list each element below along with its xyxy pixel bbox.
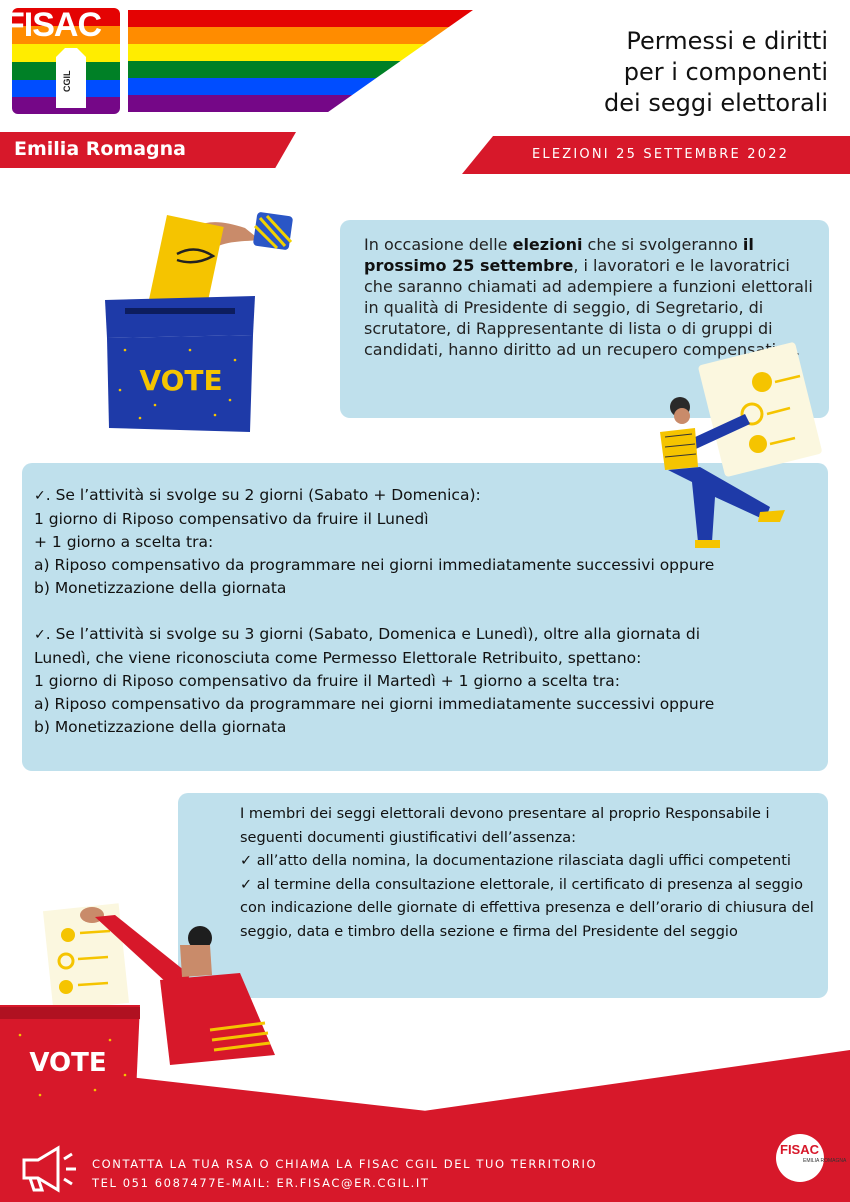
check-icon: ✓ <box>240 853 253 869</box>
documents-text <box>240 803 820 944</box>
rules-line: a) Riposo compensativo da programmare nei giorni immediatamente successivi oppure <box>34 695 715 713</box>
rules-line: a) Riposo compensativo da programmare nei giorni immediatamente successivi oppure <box>34 556 715 574</box>
logo-sub-text: CGIL <box>62 70 72 92</box>
documents-item-2: al termine della consultazione elettorale, il certificato di presenza al seggio con indicazione delle giornate di effettiva presenza e dell’orario di chiusura del seggio, data e timbro della sezione e firma del Presidente del seggio <box>240 876 814 940</box>
title-line-1: Permessi e diritti <box>626 27 828 55</box>
page-title <box>604 26 828 119</box>
region-label: Emilia Romagna <box>14 138 187 160</box>
intro-bold-1: elezioni <box>512 235 583 254</box>
intro-text-3: , i lavoratori e le lavoratrici che saranno chiamati ad adempiere a funzioni elettorali in qualità di Presidente di seggio, di Segretario, di scrutatore, di Rappresentante di lista o di gruppi di candidati, hanno diritto ad un recupero compensativo. <box>364 256 813 359</box>
footer-phone-email: TEL 051 6087477E-MAIL: ER.FISAC@ER.CGIL.IT <box>92 1176 430 1190</box>
rules-line: Lunedì, che viene riconosciuta come Permesso Elettorale Retribuito, spettano: <box>34 649 642 667</box>
intro-text-1: In occasione delle <box>364 235 513 254</box>
rules-item-1: ✓. Se l’attività si svolge su 2 giorni (Sabato + Domenica): <box>34 486 481 504</box>
ballot-box-red-illustration <box>0 905 290 1115</box>
rules-line: 1 giorno di Riposo compensativo da fruire il Lunedì <box>34 510 429 528</box>
footer-contact-line: CONTATTA LA TUA RSA O CHIAMA LA FISAC CGIL DEL TUO TERRITORIO <box>92 1157 598 1171</box>
ballot-box-blue-label: VOTE <box>139 364 223 397</box>
rules-item-2: ✓. Se l’attività si svolge su 3 giorni (Sabato, Domenica e Lunedì), oltre alla giornata di <box>34 625 701 643</box>
title-line-3: dei seggi elettorali <box>604 89 828 117</box>
rules-text <box>34 484 824 739</box>
rules-line: 1 giorno di Riposo compensativo da fruire il Martedì + 1 giorno a scelta tra: <box>34 672 620 690</box>
footer-logo-sub: EMILIA ROMAGNA <box>803 1158 847 1164</box>
documents-item-1: all’atto della nomina, la documentazione rilasciata dagli uffici competenti <box>252 853 791 869</box>
title-line-2: per i componenti <box>623 58 828 86</box>
megaphone-icon <box>14 1144 78 1194</box>
intro-paragraph <box>364 234 814 360</box>
check-icon: ✓ <box>34 488 46 504</box>
documents-intro: I membri dei seggi elettorali devono presentare al proprio Responsabile i seguenti documenti giustificativi dell’assenza: <box>240 806 770 846</box>
rules-line: + 1 giorno a scelta tra: <box>34 533 214 551</box>
election-date: ELEZIONI 25 SETTEMBRE 2022 <box>532 147 790 162</box>
rainbow-banner <box>128 10 473 112</box>
ballot-box-blue-illustration <box>95 200 310 435</box>
intro-text-2: che si svolgeranno <box>582 235 743 254</box>
ballot-box-red-label: VOTE <box>29 1048 107 1078</box>
rules-line: b) Monetizzazione della giornata <box>34 579 287 597</box>
footer-logo-text: FISAC <box>780 1142 819 1157</box>
logo-text: FISAC <box>4 6 101 44</box>
check-icon: ✓ <box>34 627 46 643</box>
intro-bold-2: il prossimo 25 settembre <box>364 235 754 275</box>
check-icon: ✓ <box>240 876 253 893</box>
rules-line: b) Monetizzazione della giornata <box>34 718 287 736</box>
